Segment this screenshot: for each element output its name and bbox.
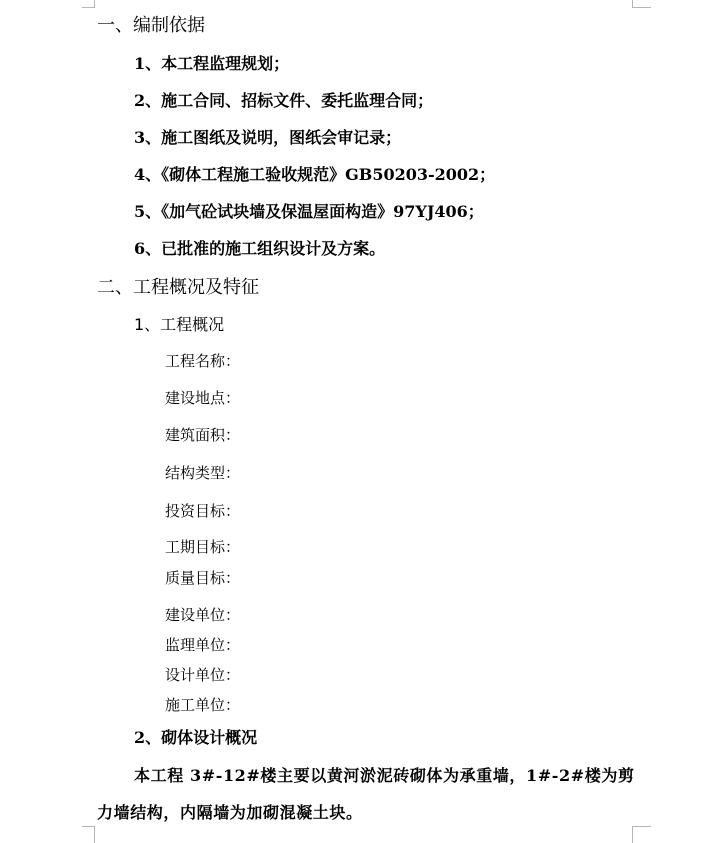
section-heading-overview: 二、工程概况及特征 [97,277,259,298]
paragraph-line-1: 本工程 3#-12#楼主要以黄河淤泥砖砌体为承重墙，1#-2#楼为剪 [134,766,635,785]
crop-mark-bottom-right [632,826,651,843]
field-building-area: 建筑面积： [165,426,241,444]
field-schedule-target: 工期目标： [165,538,241,556]
field-quality-target: 质量目标： [165,569,241,587]
crop-mark-top-right [632,0,651,8]
field-project-name: 工程名称： [165,352,241,370]
field-owner-unit: 建设单位： [165,606,241,624]
field-structure-type: 结构类型： [165,464,241,482]
field-construction-unit: 施工单位： [165,696,241,714]
basis-item-5: 5、《加气砼试块墙及保温屋面构造》97YJ406； [134,202,484,221]
subheading-masonry-design: 2、砌体设计概况 [134,728,258,747]
field-design-unit: 设计单位： [165,666,241,684]
basis-item-4: 4、《砌体工程施工验收规范》GB50203-2002； [134,165,496,184]
crop-mark-top-left [82,0,95,8]
subheading-project-overview: 1、工程概况 [134,315,225,334]
crop-mark-bottom-left [82,826,95,843]
field-investment-target: 投资目标： [165,502,241,520]
paragraph-line-2: 力墙结构，内隔墙为加砌混凝土块。 [97,803,363,822]
field-supervision-unit: 监理单位： [165,636,241,654]
field-location: 建设地点： [165,389,241,407]
basis-item-2: 2、施工合同、招标文件、委托监理合同； [134,91,434,110]
section-heading-basis: 一、编制依据 [97,15,205,36]
basis-item-1: 1、本工程监理规划； [134,54,290,73]
basis-item-3: 3、施工图纸及说明，图纸会审记录； [134,128,402,147]
basis-item-6: 6、已批准的施工组织设计及方案。 [134,239,386,258]
